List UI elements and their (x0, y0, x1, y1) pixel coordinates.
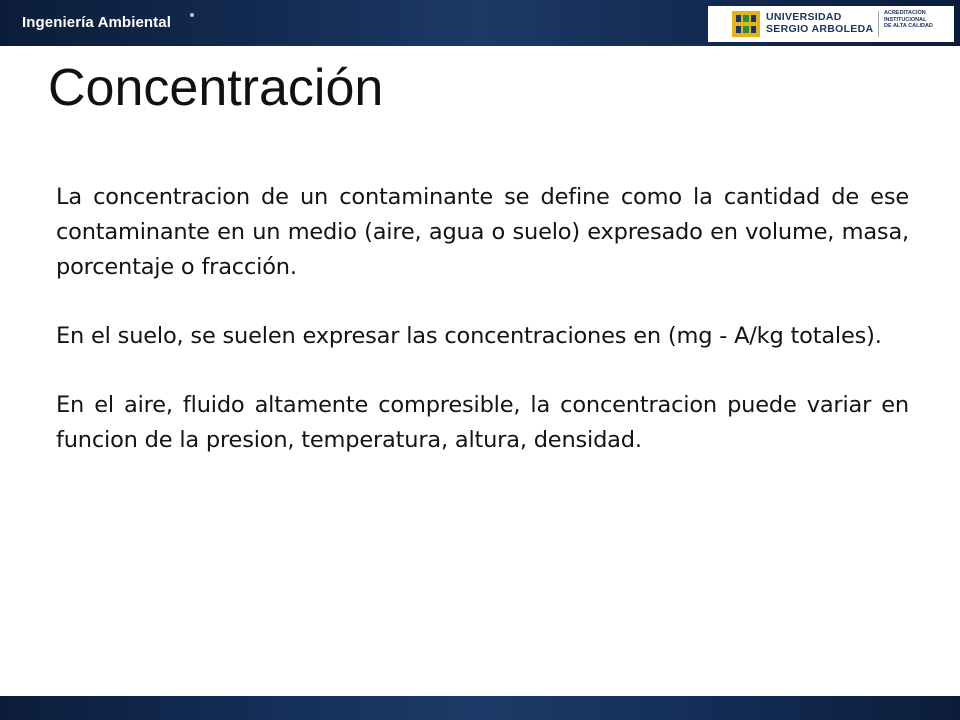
paragraph-air: En el aire, fluido altamente compresible, la concentracion puede variar en funcion de la presion, temperatura, altura, densidad. (56, 392, 909, 453)
university-crest-icon (732, 11, 760, 37)
university-logo (708, 6, 954, 42)
header-bar (0, 0, 960, 46)
accreditation-line2: INSTITUCIONAL (884, 16, 927, 23)
header-dot (190, 13, 194, 17)
accreditation-line3: DE ALTA CALIDAD (884, 23, 933, 29)
logo-divider (878, 11, 879, 37)
slide-body (56, 180, 909, 492)
university-name-line2: SERGIO ARBOLEDA (766, 23, 874, 35)
paragraph-soil: En el suelo, se suelen expresar las concentraciones en (mg - A/kg totales). (56, 323, 882, 349)
university-name (766, 11, 873, 35)
accreditation-line1: ACREDITACIÓN (884, 10, 926, 16)
program-name: Ingeniería Ambiental (22, 14, 171, 31)
accreditation-mark (884, 10, 933, 30)
slide-title: Concentración (48, 59, 384, 117)
footer-bar (0, 696, 960, 720)
university-name-line1: UNIVERSIDAD (766, 11, 842, 23)
paragraph-definition: La concentracion de un contaminante se define como la cantidad de ese contaminante en un medio (aire, agua o suelo) expresado en volume, masa, porcentaje o fracción. (56, 184, 909, 280)
